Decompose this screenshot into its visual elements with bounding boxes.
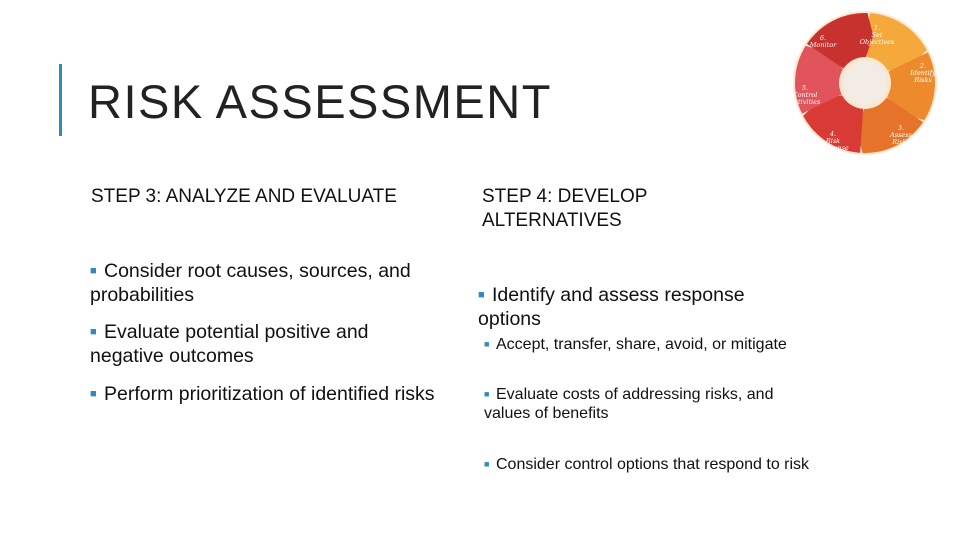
slide-title: RISK ASSESSMENT bbox=[88, 75, 552, 128]
left-bullet-2 bbox=[90, 320, 420, 368]
cycle-step-4-label: 4. Risk Response bbox=[817, 130, 849, 152]
right-sub-bullet-1-text: Accept, transfer, share, avoid, or mitigate bbox=[496, 336, 787, 353]
left-bullet-1 bbox=[90, 259, 460, 307]
right-sub-bullet-2 bbox=[484, 385, 824, 423]
left-bullet-1-text: Consider root causes, sources, and probabilities bbox=[90, 260, 411, 306]
square-bullet-icon: ■ bbox=[484, 389, 490, 399]
right-sub-bullet-3-text: Consider control options that respond to risk bbox=[496, 456, 810, 473]
square-bullet-icon: ■ bbox=[90, 326, 97, 338]
right-sub-bullet-3 bbox=[484, 455, 824, 474]
right-bullet-1-text: Identify and assess response options bbox=[478, 284, 745, 330]
right-bullet-1 bbox=[478, 283, 798, 331]
cycle-step-5-label: 5. Control Activities bbox=[789, 84, 821, 106]
right-sub-bullet-2-text: Evaluate costs of addressing risks, and values of benefits bbox=[484, 386, 774, 422]
risk-cycle-diagram bbox=[783, 8, 948, 158]
cycle-step-3-label: 3. Assess Risks bbox=[890, 124, 912, 146]
cycle-step-1-label: 1. Set Objectives bbox=[859, 24, 895, 46]
square-bullet-icon: ■ bbox=[90, 388, 97, 400]
cycle-center bbox=[843, 61, 887, 105]
title-accent-bar bbox=[59, 64, 62, 136]
cycle-step-2-label: 2. Identify Risks bbox=[910, 62, 936, 84]
square-bullet-icon: ■ bbox=[484, 339, 490, 349]
left-bullet-3-text: Perform prioritization of identified risks bbox=[104, 383, 435, 405]
square-bullet-icon: ■ bbox=[478, 289, 485, 301]
left-bullet-2-text: Evaluate potential positive and negative outcomes bbox=[90, 321, 369, 367]
square-bullet-icon: ■ bbox=[90, 265, 97, 277]
left-bullet-3 bbox=[90, 382, 440, 406]
right-sub-bullet-1 bbox=[484, 335, 844, 354]
step3-heading: STEP 3: ANALYZE AND EVALUATE bbox=[91, 186, 397, 207]
square-bullet-icon: ■ bbox=[484, 459, 490, 469]
step4-heading: STEP 4: DEVELOP ALTERNATIVES bbox=[482, 186, 648, 231]
cycle-step-6-label: 6. Monitor bbox=[809, 34, 837, 49]
